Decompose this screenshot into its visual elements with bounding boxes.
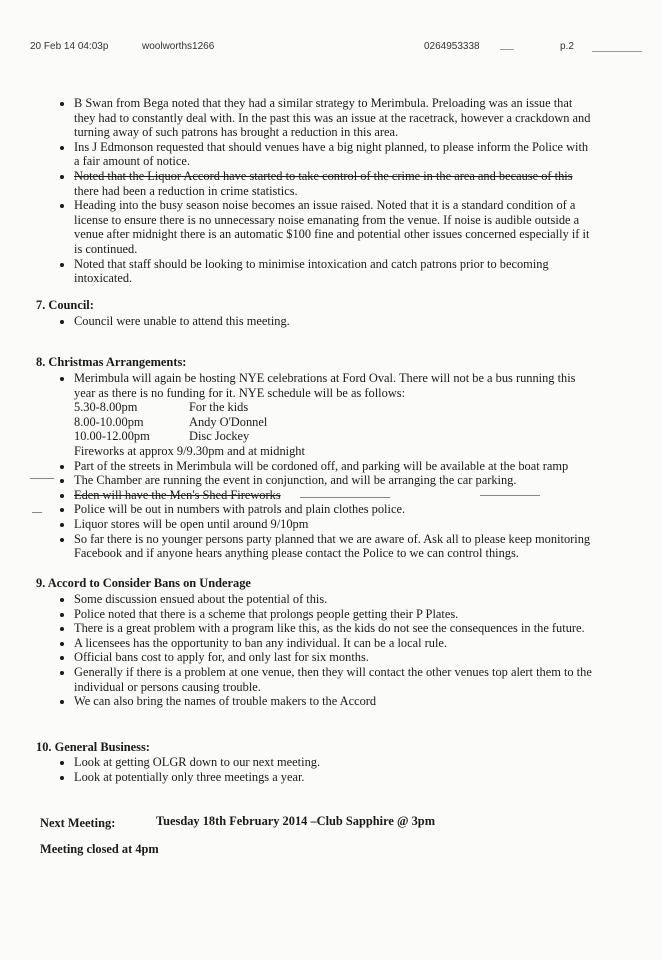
list-item: Generally if there is a problem at one venue, then they will contact the other venues top alert them to the individual or persons causing trouble.	[56, 665, 596, 694]
schedule-row	[56, 400, 596, 415]
list-item: Heading into the busy season noise becomes an issue raised. Noted that it is a standard condition of a license to ensure there is no unnecessary noise emanating from the venue. If noise is audible outside a venue after midnight there is an automatic $100 fine and potential other issues concerned especially if it is continued.	[56, 198, 596, 256]
list-item: Look at getting OLGR down to our next meeting.	[56, 755, 596, 770]
list-item: Police noted that there is a scheme that prolongs people getting their P Plates.	[56, 607, 596, 622]
general-business-bullet-list	[56, 755, 596, 784]
schedule-time: 8.00-10.00pm	[74, 414, 144, 429]
fax-date: 20 Feb 14 04:03p	[30, 41, 109, 52]
struck-text: Noted that the Liquor Accord have started to take control of the crime in the area and because of this	[74, 168, 573, 183]
list-item: The Chamber are running the event in conjunction, and will be arranging the car parking.	[56, 473, 596, 488]
schedule-act: Andy O'Donnel	[189, 414, 268, 429]
margin-scribble	[30, 478, 54, 479]
list-item: Liquor stores will be open until around 9/10pm	[56, 517, 596, 532]
list-item: Look at potentially only three meetings a year.	[56, 770, 596, 785]
margin-scribble	[32, 512, 42, 513]
section-heading-christmas: 8. Christmas Arrangements:	[36, 355, 187, 369]
fax-page-number: p.2	[560, 41, 574, 52]
meeting-closed: Meeting closed at 4pm	[40, 842, 159, 856]
list-item: There is a great problem with a program like this, as the kids do not see the consequences in the future.	[56, 621, 596, 636]
fireworks-note: Fireworks at approx 9/9.30pm and at midnight	[74, 443, 305, 458]
fax-phone: 0264953338	[424, 41, 480, 52]
list-item: Part of the streets in Merimbula will be cordoned off, and parking will be available at the boat ramp	[56, 459, 596, 474]
list-item: Police will be out in numbers with patrols and plain clothes police.	[56, 502, 596, 517]
struck-text: Eden will have the Men's Shed Fireworks	[74, 487, 281, 502]
section-heading-bans: 9. Accord to Consider Bans on Underage	[36, 576, 251, 590]
schedule-time: 10.00-12.00pm	[74, 429, 150, 444]
section-heading-general-business: 10. General Business:	[36, 740, 150, 754]
fax-sender: woolworths1266	[142, 41, 215, 52]
list-item: So far there is no younger persons party planned that we are aware of. Ask all to please keep monitoring Facebook and if anyone hears anything please contact the Police to we can control things.	[56, 532, 596, 561]
margin-scribble	[480, 495, 540, 496]
schedule-act: For the kids	[189, 400, 249, 415]
list-item: Noted that staff should be looking to minimise intoxication and catch patrons prior to becoming intoxicated.	[56, 257, 596, 286]
margin-scribble	[300, 497, 390, 498]
list-item: Council were unable to attend this meeting.	[56, 314, 596, 329]
nye-text: Merimbula will again be hosting NYE celebrations at Ford Oval. There will not be a bus running this year as there is no funding for it. NYE schedule will be as follows:	[74, 371, 576, 400]
fax-mark	[500, 49, 514, 50]
section-heading-council: 7. Council:	[36, 298, 94, 312]
list-item-text: there had been a reduction in crime statistics.	[74, 183, 298, 198]
list-item	[56, 371, 596, 400]
list-item: Some discussion ensued about the potential of this.	[56, 592, 596, 607]
fax-header	[30, 40, 650, 54]
schedule-row	[56, 415, 596, 430]
list-item: We can also bring the names of trouble makers to the Accord	[56, 694, 596, 709]
fax-mark	[592, 51, 642, 52]
next-meeting-label: Next Meeting:	[40, 816, 116, 830]
schedule-row	[56, 429, 596, 444]
list-item	[56, 169, 596, 198]
christmas-bullet-list	[56, 371, 596, 561]
bans-bullet-list	[56, 592, 596, 709]
carryover-bullet-list	[56, 96, 596, 286]
list-item: Official bans cost to apply for, and only last for six months.	[56, 650, 596, 665]
schedule-time: 5.30-8.00pm	[74, 400, 138, 415]
list-item: B Swan from Bega noted that they had a similar strategy to Merimbula. Preloading was an issue that they had to constantly deal with. In the past this was an issue at the racetrack, however a crackdown and turning away of such patrons has brought a reduction in this area.	[56, 96, 596, 140]
council-bullet-list	[56, 314, 596, 329]
list-item: Ins J Edmonson requested that should venues have a big night planned, to please inform the Police with a fair amount of notice.	[56, 140, 596, 169]
next-meeting-value: Tuesday 18th February 2014 –Club Sapphire @ 3pm	[156, 814, 436, 828]
list-item: A licensees has the opportunity to ban any individual. It can be a local rule.	[56, 636, 596, 651]
schedule-act: Disc Jockey	[189, 429, 250, 444]
